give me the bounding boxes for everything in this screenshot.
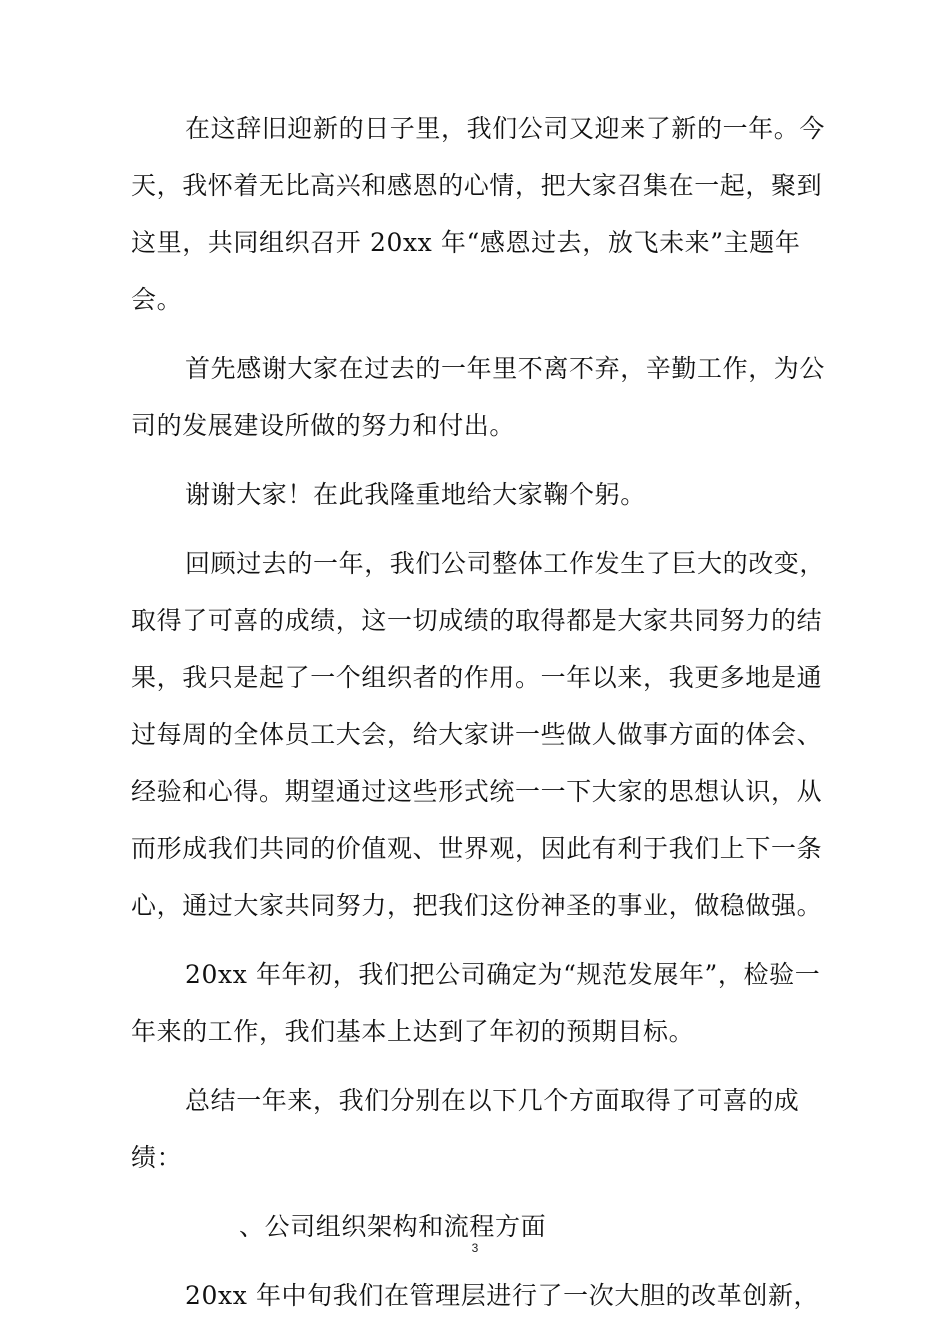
section-heading-organization: 、公司组织架构和流程方面: [239, 1212, 547, 1241]
document-body: [131, 100, 831, 1336]
paragraph-bow: 谢谢大家！在此我隆重地给大家鞠个躬。: [185, 480, 646, 509]
paragraph-opening: 在这辞旧迎新的日子里，我们公司又迎来了新的一年。今天，我怀着无比高兴和感恩的心情，把大家召集在一起，聚到这里，共同组织召开 20xx 年“感恩过去，放飞未来”主题年会。: [131, 114, 826, 314]
paragraph-review: 回顾过去的一年，我们公司整体工作发生了巨大的改变，取得了可喜的成绩，这一切成绩的取得都是大家共同努力的结果，我只是起了一个组织者的作用。一年以来，我更多地是通过每周的全体员工大会，给大家讲一些做人做事方面的体会、经验和心得。期望通过这些形式统一一下大家的思想认识，从而形成我们共同的价值观、世界观，因此有利于我们上下一条心，通过大家共同努力，把我们这份神圣的事业，做稳做强。: [131, 549, 826, 920]
paragraph-standard-year: 20xx 年年初，我们把公司确定为“规范发展年”，检验一年来的工作，我们基本上达到了年初的预期目标。: [131, 960, 821, 1046]
paragraph-summary: 总结一年来，我们分别在以下几个方面取得了可喜的成绩：: [131, 1086, 800, 1172]
paragraph-reform: 20xx 年中旬我们在管理层进行了一次大胆的改革创新，: [185, 1281, 820, 1310]
paragraph-thanks: 首先感谢大家在过去的一年里不离不弃，辛勤工作，为公司的发展建设所做的努力和付出。: [131, 354, 826, 440]
page-number: 3: [471, 1241, 479, 1255]
